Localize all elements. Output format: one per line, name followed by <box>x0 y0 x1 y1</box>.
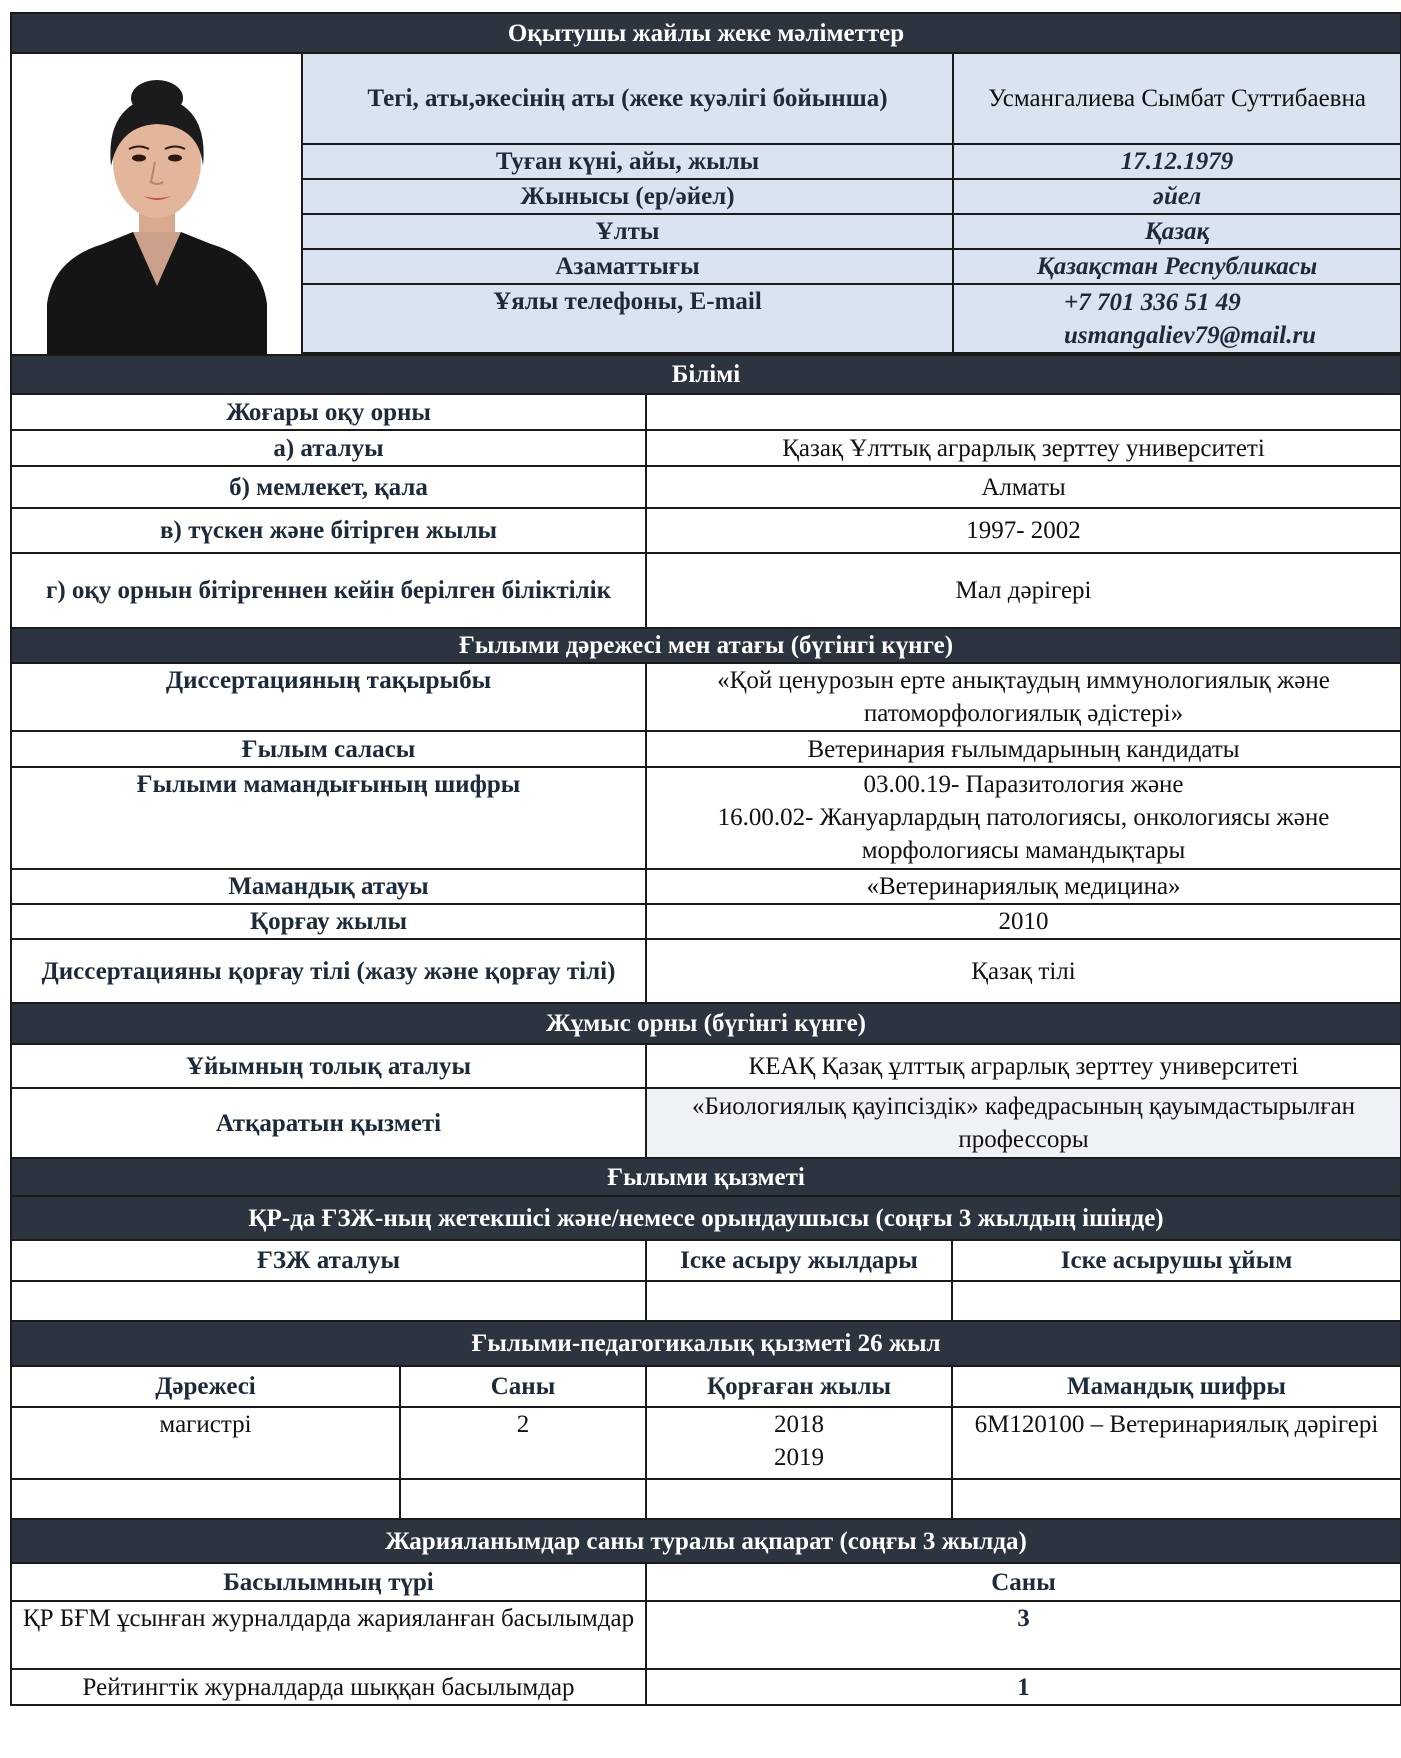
degree-label-code: Ғылыми мамандығының шифры <box>11 767 646 869</box>
email-text: usmangaliev79@mail.ru <box>1064 321 1317 349</box>
personal-title: Оқытушы жайлы жеке мәліметтер <box>11 13 1401 53</box>
pedagogy-col-year: Қорғаған жылы <box>646 1366 952 1407</box>
field-value-nationality: Қазақ <box>953 214 1401 249</box>
degree-value-language: Қазақ тілі <box>646 939 1401 1003</box>
science-empty-cell <box>646 1281 952 1321</box>
field-value-citizenship: Қазақстан Республикасы <box>953 249 1401 284</box>
pedagogy-code: 6М120100 – Ветеринариялық дәрігері <box>952 1407 1401 1479</box>
degree-value-defense-year: 2010 <box>646 904 1401 939</box>
pedagogy-col-count: Саны <box>400 1366 646 1407</box>
edu-label-qualification: г) оқу орнын бітіргеннен кейін берілген біліктілік <box>11 553 646 628</box>
field-label-nationality: Ұлты <box>302 214 953 249</box>
phone-text: +7 701 336 51 49 <box>1064 288 1241 316</box>
edu-value-city: Алматы <box>646 466 1401 508</box>
science-empty-cell <box>11 1281 646 1321</box>
pedagogy-empty-cell <box>11 1479 400 1519</box>
publication-count-1: 3 <box>646 1601 1401 1669</box>
field-label-citizenship: Азаматтығы <box>302 249 953 284</box>
degree-value-topic: «Қой ценурозын ерте анықтаудың иммунологиялық және патоморфологиялық әдістері» <box>646 663 1401 731</box>
publications-col-count: Саны <box>646 1563 1401 1601</box>
science-subtitle: ҚР-да ҒЗЖ-ның жетекшісі және/немесе орындаушысы (соңғы 3 жылдың ішінде) <box>11 1196 1401 1240</box>
publication-count-2: 1 <box>646 1669 1401 1705</box>
pedagogy-table <box>10 1320 1401 1520</box>
pedagogy-years <box>646 1407 952 1479</box>
pedagogy-empty-cell <box>400 1479 646 1519</box>
science-col-years: Іске асыру жылдары <box>646 1240 952 1281</box>
edu-value-qualification: Мал дәрігері <box>646 553 1401 628</box>
publication-type-2: Рейтингтік журналдарда шыққан басылымдар <box>11 1669 646 1705</box>
work-label-position: Атқаратын қызметі <box>11 1088 646 1158</box>
edu-label-name: а) аталуы <box>11 430 646 466</box>
pedagogy-title: Ғылыми-педагогикалық қызметі 26 жыл <box>11 1321 1401 1366</box>
publications-table <box>10 1518 1401 1706</box>
work-label-org: Ұйымның толық аталуы <box>11 1044 646 1088</box>
education-title: Білімі <box>11 355 1401 394</box>
pedagogy-col-code: Мамандық шифры <box>952 1366 1401 1407</box>
edu-label-city: б) мемлекет, қала <box>11 466 646 508</box>
publication-type-1: ҚР БҒМ ұсынған журналдарда жарияланған басылымдар <box>11 1601 646 1669</box>
publications-col-type: Басылымның түрі <box>11 1563 646 1601</box>
degree-title: Ғылыми дәрежесі мен атағы (бүгінгі күнге) <box>11 628 1401 663</box>
degree-label-defense-year: Қорғау жылы <box>11 904 646 939</box>
science-title: Ғылыми қызметі <box>11 1158 1401 1196</box>
education-table <box>10 354 1401 1159</box>
degree-value-field: Ветеринария ғылымдарының кандидаты <box>646 731 1401 767</box>
field-label-birthdate: Туған күні, айы, жылы <box>302 144 953 179</box>
profile-photo <box>43 54 271 354</box>
degree-label-field: Ғылым саласы <box>11 731 646 767</box>
degree-value-specialty: «Ветеринариялық медицина» <box>646 869 1401 904</box>
personal-info-table <box>10 12 1401 356</box>
edu-value-name: Қазақ Ұлттық аграрлық зерттеу университеті <box>646 430 1401 466</box>
degree-code-line2: 16.00.02- Жануарлардың патологиясы, онкологиясы және морфологиясы мамандықтары <box>717 804 1330 864</box>
field-value-gender: әйел <box>953 179 1401 214</box>
photo-cell <box>11 53 302 355</box>
degree-value-code <box>646 767 1401 869</box>
work-value-position: «Биологиялық қауіпсіздік» кафедрасының қауымдастырылған профессоры <box>646 1088 1401 1158</box>
science-col-name: ҒЗЖ аталуы <box>11 1240 646 1281</box>
field-label-gender: Жынысы (ер/әйел) <box>302 179 953 214</box>
science-empty-cell <box>952 1281 1401 1321</box>
edu-label-university: Жоғары оқу орны <box>11 394 646 430</box>
field-label-fullname: Тегі, аты,әкесінің аты (жеке куәлігі бойынша) <box>302 53 953 144</box>
degree-code-line1: 03.00.19- Паразитология және <box>863 771 1184 798</box>
pedagogy-year-1: 2018 <box>774 1411 824 1438</box>
field-value-fullname: Усмангалиева Сымбат Суттибаевна <box>953 53 1401 144</box>
degree-label-language: Диссертацияны қорғау тілі (жазу және қорғау тілі) <box>11 939 646 1003</box>
science-col-org: Іске асырушы ұйым <box>952 1240 1401 1281</box>
pedagogy-count: 2 <box>400 1407 646 1479</box>
publications-title: Жарияланымдар саны туралы ақпарат (соңғы 3 жылда) <box>11 1519 1401 1563</box>
field-value-birthdate: 17.12.1979 <box>953 144 1401 179</box>
edu-value-years: 1997- 2002 <box>646 508 1401 553</box>
degree-label-topic: Диссертацияның тақырыбы <box>11 663 646 731</box>
edu-label-years: в) түскен және бітірген жылы <box>11 508 646 553</box>
degree-label-specialty: Мамандық атауы <box>11 869 646 904</box>
pedagogy-degree: магистрі <box>11 1407 400 1479</box>
work-title: Жұмыс орны (бүгінгі күнге) <box>11 1003 1401 1044</box>
field-value-contact <box>953 284 1401 352</box>
pedagogy-col-degree: Дәрежесі <box>11 1366 400 1407</box>
pedagogy-empty-cell <box>952 1479 1401 1519</box>
work-value-org: КЕАҚ Қазақ ұлттық аграрлық зерттеу университеті <box>646 1044 1401 1088</box>
teacher-profile-sheet <box>10 12 1400 1706</box>
field-label-contact: Ұялы телефоны, E-mail <box>302 284 953 352</box>
edu-value-university <box>646 394 1401 430</box>
science-table <box>10 1157 1401 1322</box>
pedagogy-empty-cell <box>646 1479 952 1519</box>
pedagogy-year-2: 2019 <box>774 1444 824 1471</box>
